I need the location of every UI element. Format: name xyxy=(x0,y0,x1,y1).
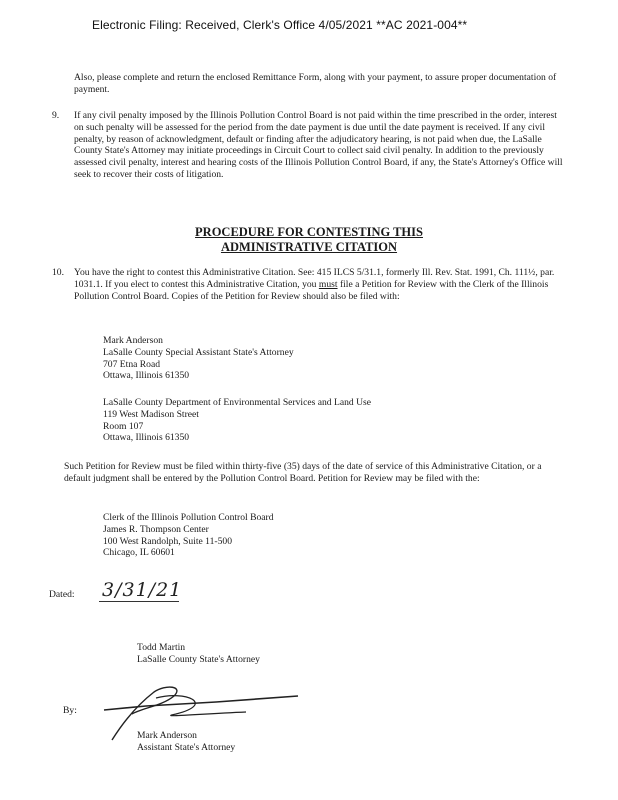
assistant-attorney-signature-block xyxy=(137,730,235,754)
section-heading xyxy=(0,225,618,255)
item-9-paragraph: If any civil penalty imposed by the Illinois Pollution Control Board is not paid within the time prescribed in the order, interest on such penalty will be assessed for the period from the date payment is due until the date payment is received. If any civil penalty, by reason of acknowledgment, default or finding after the adjudicatory hearing, is not paid when due, the LaSalle County State's Attorney may initiate proceedings in Circuit Court to collect said civil penalty. In addition to the previously assessed civil penalty, interest and hearing costs of the Illinois Pollution Control Board, if any, the State's Attorney's Office will seek to recover their costs of litigation. xyxy=(74,110,563,180)
dated-value: 3/31/21 xyxy=(102,579,183,601)
address-block-mark-anderson xyxy=(103,335,294,382)
item-9-number: 9. xyxy=(52,110,60,121)
address-line: Ottawa, Illinois 61350 xyxy=(103,370,190,382)
dated-label: Dated: xyxy=(49,589,75,600)
address-block-pollution-board xyxy=(103,512,274,559)
signer-name: Mark Anderson xyxy=(137,730,197,741)
by-label: By: xyxy=(63,705,77,716)
signer-title: LaSalle County State's Attorney xyxy=(137,653,260,665)
address-line: Chicago, IL 60601 xyxy=(103,547,175,559)
remittance-paragraph: Also, please complete and return the enclosed Remittance Form, along with your payment, to assure proper documentation of payment. xyxy=(74,72,557,95)
item-10-paragraph xyxy=(74,267,566,302)
address-line: Clerk of the Illinois Pollution Control Board xyxy=(103,512,274,523)
petition-paragraph: Such Petition for Review must be filed within thirty-five (35) days of the date of service of this Administrative Citation, or a default judgment shall be entered by the Pollution Control Board. Petition for Review may be filed with the: xyxy=(64,461,542,484)
electronic-filing-stamp: Electronic Filing: Received, Clerk's Office 4/05/2021 **AC 2021-004** xyxy=(92,18,468,32)
address-line: 119 West Madison Street xyxy=(103,408,199,420)
address-block-environmental-services xyxy=(103,397,371,444)
address-line: LaSalle County Special Assistant State's Attorney xyxy=(103,346,294,358)
signer-title: Assistant State's Attorney xyxy=(137,741,236,753)
item-10-number: 10. xyxy=(52,267,64,278)
address-line: Room 107 xyxy=(103,420,144,432)
address-line: 707 Etna Road xyxy=(103,358,161,370)
signer-name: Todd Martin xyxy=(137,642,186,653)
state-attorney-signature-block xyxy=(137,642,260,666)
address-line: LaSalle County Department of Environmental Services and Land Use xyxy=(103,397,372,408)
address-line: Mark Anderson xyxy=(103,335,163,346)
item-10-text-after: file a Petition for Review with the Clerk of the Illinois Pollution Control Board. Copies of the Petition for Review should also be filed with: xyxy=(74,278,549,302)
section-heading-line-2: ADMINISTRATIVE CITATION xyxy=(220,240,398,254)
address-line: 100 West Randolph, Suite 11-500 xyxy=(103,535,233,547)
address-line: James R. Thompson Center xyxy=(103,523,209,535)
address-line: Ottawa, Illinois 61350 xyxy=(103,432,190,444)
date-underline xyxy=(99,601,179,602)
item-10-text-before: You have the right to contest this Administrative Citation. See: 415 ILCS 5/31.1, formerly Ill. Rev. Stat. 1991, Ch. 111½, par. 1031.1. If you elect to contest this Administrative Citation, you xyxy=(74,267,555,290)
dated-handwritten-date xyxy=(99,579,219,608)
item-10-text-underlined: must xyxy=(318,278,338,290)
section-heading-line-1: PROCEDURE FOR CONTESTING THIS xyxy=(195,225,423,239)
